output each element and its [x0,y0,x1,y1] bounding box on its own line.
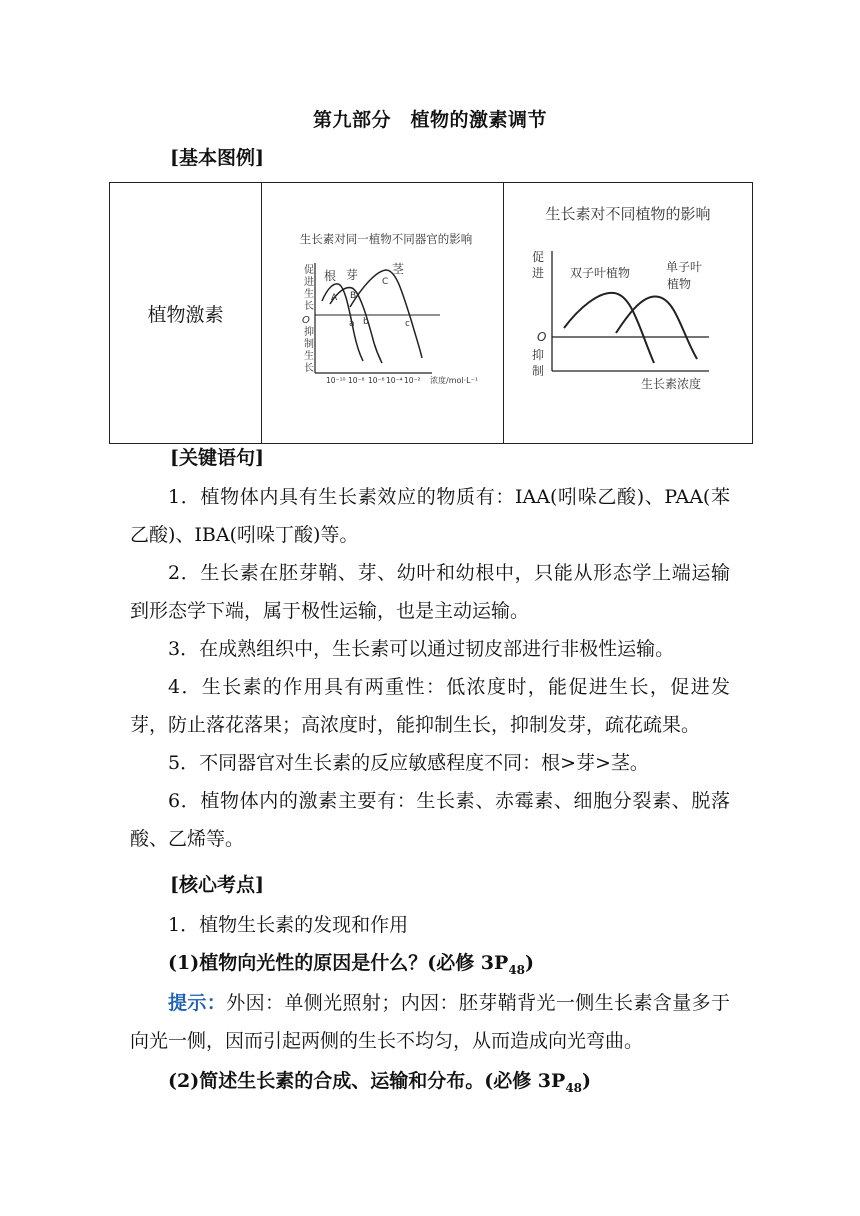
label-monocot-2: 植物 [667,277,692,291]
chart1-title: 生长素对同一植物不同器官的影响 [299,232,473,246]
chart1-cell [262,183,504,444]
question-1-text: (1)植物向光性的原因是什么？(必修 3P [168,952,509,974]
label-bud: 芽 [346,268,359,282]
cross-c: c [405,319,410,329]
chart1-ticks [326,376,421,385]
chart2-ylabel-promote [532,250,544,280]
chart1-xlabel: 浓度/mol·L⁻¹ [430,376,479,385]
peak-B: B [350,291,357,301]
chart2-ylabel-inhibit [532,347,544,378]
svg-text:进: 进 [532,266,545,280]
question-1-page: 48 [508,962,526,977]
chart2-cell [504,183,753,444]
peak-C: C [382,277,389,287]
chart2-origin: O [537,330,547,344]
question-2-text: (2)简述生长素的合成、运输和分布。(必修 3P [168,1070,566,1092]
chart2-xlabel: 生长素浓度 [641,377,702,391]
svg-text:长: 长 [304,363,314,374]
hint-text: 外因：单侧光照射；内因：胚芽鞘背光一侧生长素含量多于向光一侧，因而引起两侧的生长不均匀，从而造成向光弯曲。 [130,992,730,1052]
cross-a: a [349,319,355,329]
page-title: 第九部分 植物的激素调节 [312,109,547,131]
chart-plant-types [504,183,753,439]
chart1-ylabel-promote [304,264,314,312]
svg-text:制: 制 [304,339,314,350]
label-dicot: 双子叶植物 [570,266,631,280]
key-sentence-2: 2．生长素在胚芽鞘、芽、幼叶和幼根中，只能从形态学上端运输到形态学下端，属于极性运输，也是主动运输。 [130,562,730,622]
curve-monocot [616,296,697,359]
hint-label: 提示： [168,992,227,1014]
question-2-close: ) [582,1070,592,1092]
label-stem: 茎 [392,262,405,276]
svg-text:抑: 抑 [304,327,314,338]
svg-text:促: 促 [304,265,314,276]
core-item-1: 1．植物生长素的发现和作用 [168,914,409,936]
chart-organ-sensitivity [262,183,504,439]
question-2 [130,1062,730,1107]
chart1-origin: O [302,315,310,326]
svg-text:抑: 抑 [532,348,545,362]
key-sentence-5: 5．不同器官对生长素的反应敏感程度不同：根>芽>茎。 [168,752,649,774]
svg-text:10⁻⁸: 10⁻⁸ [348,376,365,385]
svg-text:10⁻⁶: 10⁻⁶ [368,376,385,385]
figure-label-cell [110,183,262,444]
figure-table [109,182,753,444]
key-sentence-4: 4．生长素的作用具有两重性：低浓度时，能促进生长，促进发芽，防止落花落果；高浓度时，能抑制生长，抑制发芽，疏花疏果。 [130,676,730,736]
svg-text:促: 促 [532,250,545,264]
key-sentence-3: 3．在成熟组织中，生长素可以通过韧皮部进行非极性运输。 [168,638,675,660]
section-key-heading: [关键语句] [170,447,264,469]
svg-text:10⁻²: 10⁻² [404,376,421,385]
question-2-page: 48 [565,1080,583,1095]
section-core-heading: [核心考点] [170,874,264,896]
hint-paragraph [130,984,730,1060]
peak-A: A [331,293,338,303]
chart1-ylabel-inhibit [304,325,314,374]
cross-b: b [363,317,369,327]
figure-label: 植物激素 [147,303,224,326]
svg-text:进: 进 [304,277,314,288]
question-1 [130,944,730,989]
svg-text:生: 生 [304,351,314,362]
svg-text:10⁻⁴: 10⁻⁴ [386,376,403,385]
question-1-close: ) [525,952,535,974]
svg-text:生: 生 [304,289,314,300]
svg-text:10⁻¹⁰: 10⁻¹⁰ [326,376,346,385]
label-monocot-1: 单子叶 [666,260,703,274]
svg-text:长: 长 [304,301,314,312]
key-sentence-6: 6．植物体内的激素主要有：生长素、赤霉素、细胞分裂素、脱落酸、乙烯等。 [130,790,730,850]
section-basic-heading: [基本图例] [170,147,264,169]
key-sentence-1: 1．植物体内具有生长素效应的物质有：IAA(吲哚乙酸)、PAA(苯乙酸)、IBA(吲哚丁酸)等。 [130,486,730,546]
label-root: 根 [324,269,337,283]
svg-text:制: 制 [532,364,545,378]
chart2-title: 生长素对不同植物的影响 [545,205,711,223]
